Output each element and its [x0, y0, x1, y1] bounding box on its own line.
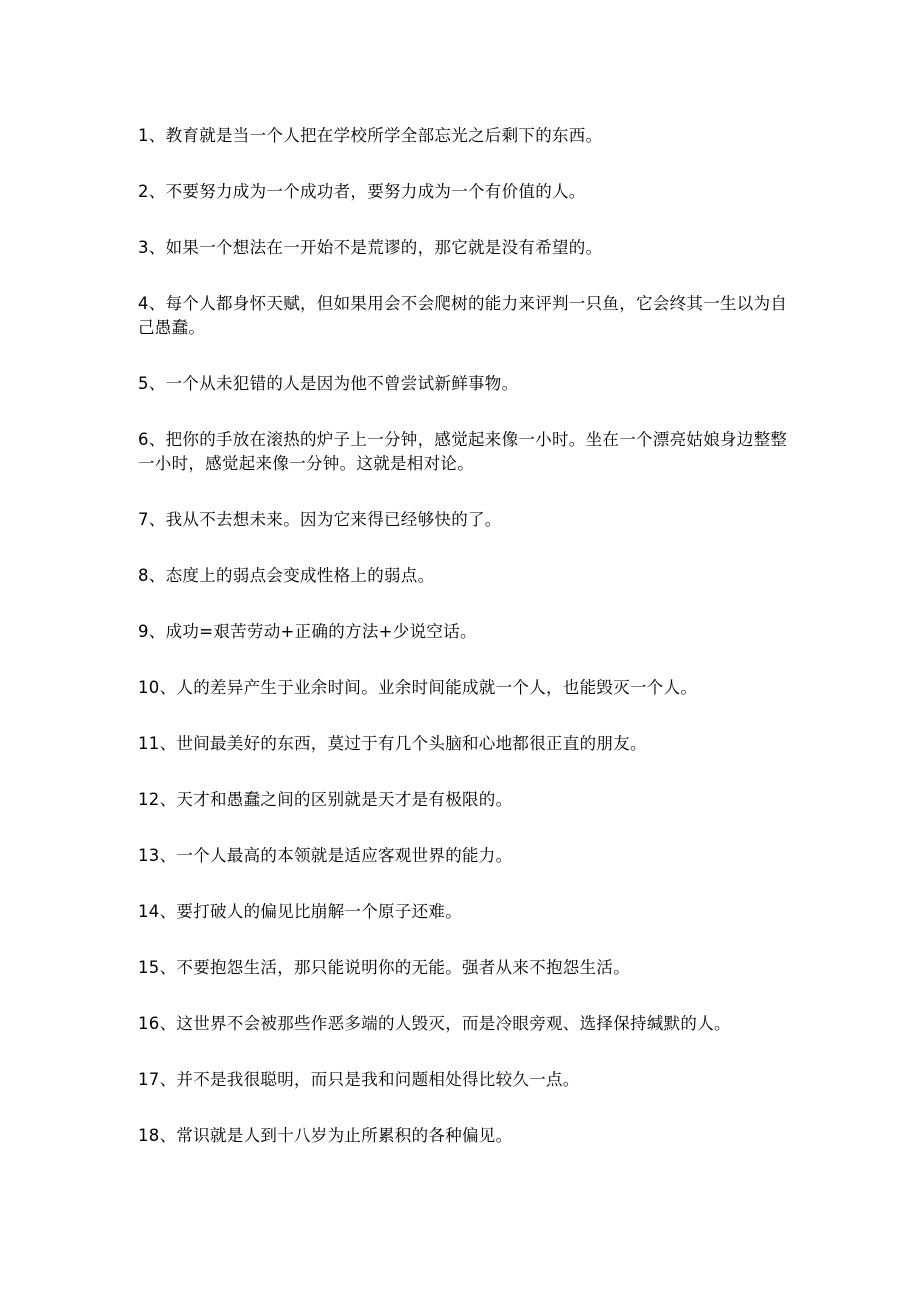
quote-item: 14、要打破人的偏见比崩解一个原子还难。	[138, 902, 462, 921]
quote-item: 10、人的差异产生于业余时间。业余时间能成就一个人，也能毁灭一个人。	[138, 678, 698, 697]
quote-item: 5、一个从未犯错的人是因为他不曾尝试新鲜事物。	[138, 374, 519, 393]
quote-item: 9、成功=艰苦劳动+正确的方法+少说空话。	[138, 622, 477, 641]
quote-item: 16、这世界不会被那些作恶多端的人毁灭，而是冷眼旁观、选择保持缄默的人。	[138, 1014, 731, 1033]
quote-item: 8、态度上的弱点会变成性格上的弱点。	[138, 566, 435, 585]
quote-item: 15、不要抱怨生活，那只能说明你的无能。强者从来不抱怨生活。	[138, 958, 630, 977]
quote-item: 12、天才和愚蠢之间的区别就是天才是有极限的。	[138, 790, 513, 809]
quote-item: 1、教育就是当一个人把在学校所学全部忘光之后剩下的东西。	[138, 126, 603, 145]
quote-list	[138, 124, 788, 1180]
quote-item: 4、每个人都身怀天赋，但如果用会不会爬树的能力来评判一只鱼，它会终其一生以为自己愚蠢。	[138, 294, 788, 337]
quote-item: 18、常识就是人到十八岁为止所累积的各种偏见。	[138, 1126, 513, 1145]
quote-item: 13、一个人最高的本领就是适应客观世界的能力。	[138, 846, 513, 865]
quote-item: 3、如果一个想法在一开始不是荒谬的，那它就是没有希望的。	[138, 238, 603, 257]
quote-item: 11、世间最美好的东西，莫过于有几个头脑和心地都很正直的朋友。	[138, 734, 647, 753]
quote-item: 17、并不是我很聪明，而只是我和问题相处得比较久一点。	[138, 1070, 580, 1089]
quote-item: 6、把你的手放在滚热的炉子上一分钟，感觉起来像一小时。坐在一个漂亮姑娘身边整整一小时，感觉起来像一分钟。这就是相对论。	[138, 430, 788, 473]
quote-item: 2、不要努力成为一个成功者，要努力成为一个有价值的人。	[138, 182, 586, 201]
quote-item: 7、我从不去想未来。因为它来得已经够快的了。	[138, 510, 502, 529]
